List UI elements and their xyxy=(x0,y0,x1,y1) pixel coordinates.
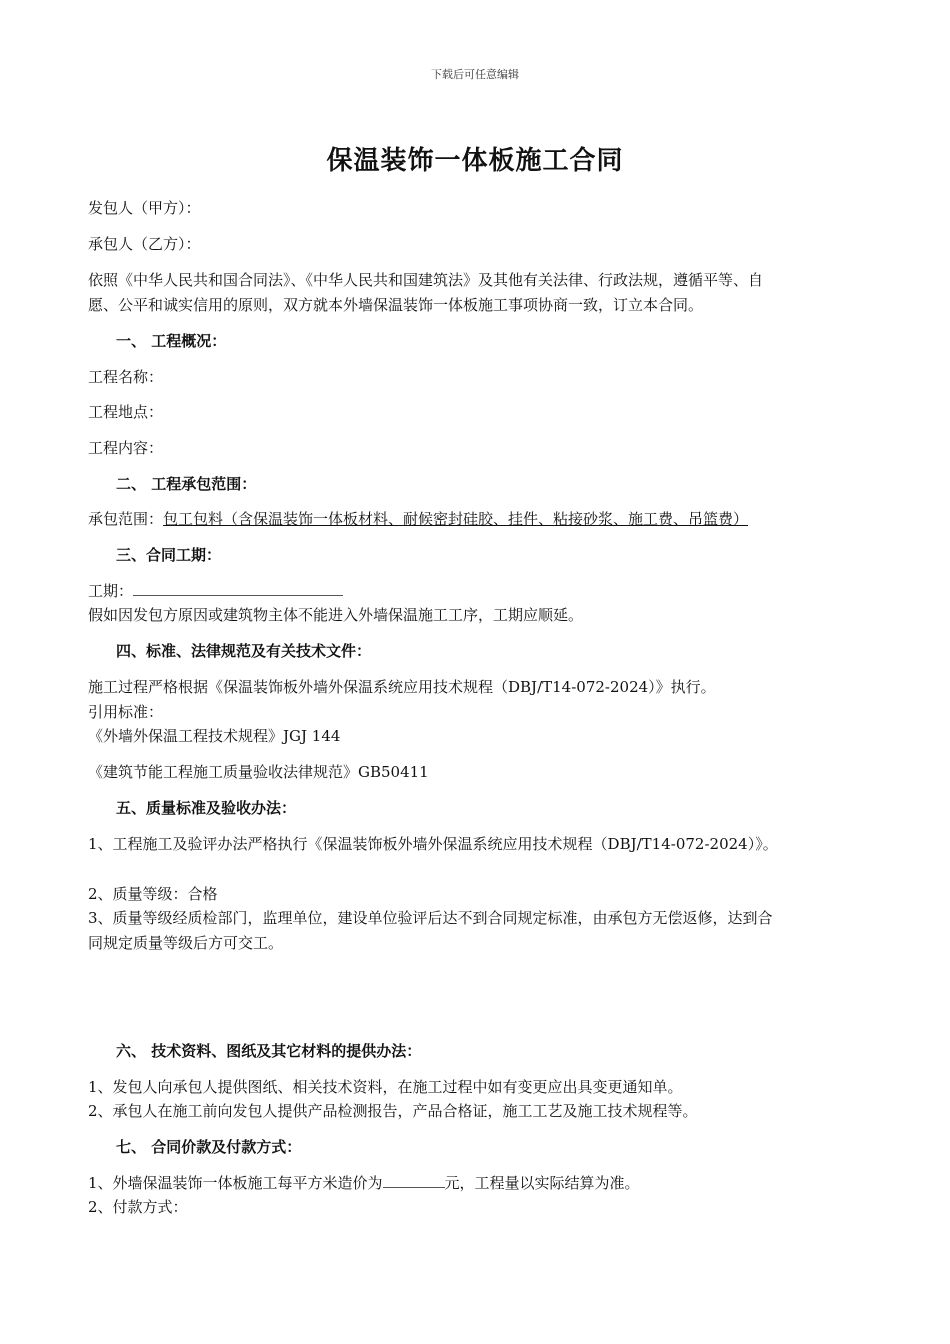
period-blank xyxy=(133,581,343,596)
section-5-heading: 五、质量标准及验收办法： xyxy=(116,799,297,817)
party-a-line: 发包人（甲方）： xyxy=(88,199,201,217)
quality-item-1: 1、工程施工及验评办法严格执行《保温装饰板外墙外保温系统应用技术规程（DBJ/T14-072-2024）》。 xyxy=(88,835,778,853)
standards-line-1: 施工过程严格根据《保温装饰板外墙外保温系统应用技术规程（DBJ/T14-072-2024）》执行。 xyxy=(88,678,716,696)
project-content-line: 工程内容： xyxy=(88,439,164,457)
quality-item-3-line-2: 同规定质量等级后方可交工。 xyxy=(88,934,284,952)
section-4-heading: 四、标准、法律规范及有关技术文件： xyxy=(116,642,372,660)
scope-value: 包工包料（含保温装饰一体板材料、耐候密封硅胶、挂件、粘接砂浆、施工费、吊篮费） xyxy=(163,510,749,528)
project-name-line: 工程名称： xyxy=(88,368,164,386)
price-after: 元，工程量以实际结算为准。 xyxy=(444,1174,640,1192)
preamble-line-2: 愿、公平和诚实信用的原则，双方就本外墙保温装饰一体板施工事项协商一致，订立本合同。 xyxy=(88,296,704,314)
section-7-heading: 七、 合同价款及付款方式： xyxy=(116,1138,302,1156)
standard-jgj144: 《外墙外保温工程技术规程》JGJ 144 xyxy=(88,727,341,745)
section-2-heading: 二、 工程承包范围： xyxy=(116,475,257,493)
price-blank xyxy=(383,1173,445,1188)
period-label: 工期： xyxy=(88,582,134,600)
quality-item-3-line-1: 3、质量等级经质检部门，监理单位，建设单位验评后达不到合同规定标准，由承包方无偿返修，达到合 xyxy=(88,909,773,927)
period-line xyxy=(88,581,343,601)
project-location-line: 工程地点： xyxy=(88,403,164,421)
quality-item-2: 2、质量等级：合格 xyxy=(88,885,218,903)
section-1-heading: 一、 工程概况： xyxy=(116,332,227,350)
docs-item-1: 1、发包人向承包人提供图纸、相关技术资料，在施工过程中如有变更应出具变更通知单。 xyxy=(88,1078,683,1096)
price-line xyxy=(88,1173,640,1193)
header-note: 下载后可任意编辑 xyxy=(431,68,519,81)
scope-line xyxy=(88,509,748,529)
scope-label: 承包范围： xyxy=(88,510,164,528)
standards-line-2: 引用标准： xyxy=(88,703,164,721)
price-before: 1、外墙保温装饰一体板施工每平方米造价为 xyxy=(88,1174,383,1192)
payment-method-line: 2、付款方式： xyxy=(88,1198,188,1216)
preamble-line-1: 依照《中华人民共和国合同法》、《中华人民共和国建筑法》及其他有关法律、行政法规，遵循平等、自 xyxy=(88,271,764,289)
section-3-heading: 三、合同工期： xyxy=(116,546,222,564)
section-6-heading: 六、 技术资料、图纸及其它材料的提供办法： xyxy=(116,1042,422,1060)
docs-item-2: 2、承包人在施工前向发包人提供产品检测报告，产品合格证，施工工艺及施工技术规程等。 xyxy=(88,1102,698,1120)
delay-note: 假如因发包方原因或建筑物主体不能进入外墙保温施工工序，工期应顺延。 xyxy=(88,606,584,624)
standard-gb50411: 《建筑节能工程施工质量验收法律规范》GB50411 xyxy=(88,763,429,781)
party-b-line: 承包人（乙方）： xyxy=(88,235,201,253)
document-title: 保温装饰一体板施工合同 xyxy=(326,146,624,176)
